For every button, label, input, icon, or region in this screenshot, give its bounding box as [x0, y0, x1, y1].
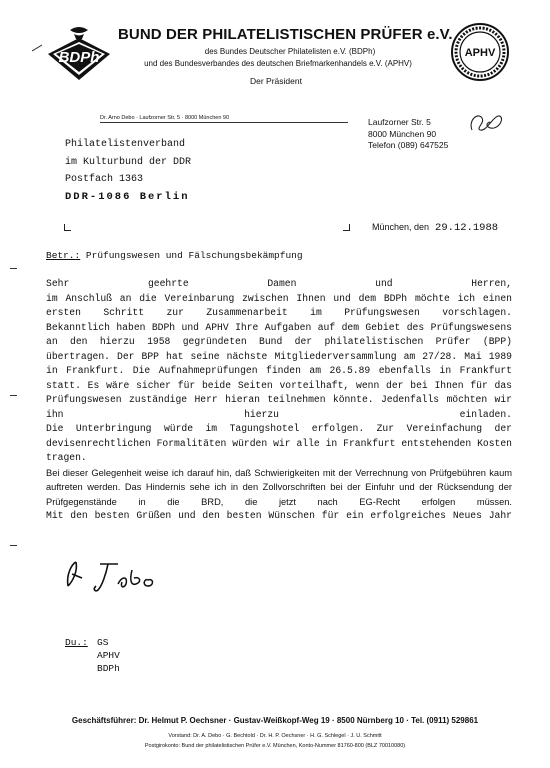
address-window-corner-left	[64, 224, 71, 231]
cc-item: APHV	[97, 650, 120, 661]
closing: Mit den besten Grüßen und den besten Wünschen für ein erfolgreiches Neues Jahr	[46, 510, 512, 521]
org-name: BUND DER PHILATELISTISCHEN PRÜFER e.V.	[118, 26, 453, 43]
bdph-logo-icon	[44, 24, 114, 84]
subject-label: Betr.:	[46, 250, 81, 261]
org-subline-1: des Bundes Deutscher Philatelisten e.V. (BDPh)	[204, 47, 376, 56]
body-paragraph-2: Bekanntlich haben BDPh und APHV Ihre Aufgaben auf dem Gebiet des Prüfungswesens an den hierzu 1958 gegründeten Bund der philatelistischen Prüfer (BPP) übertragen. Der BPP hat seine nächste Mitgliederversammlung am 27/28. Mai 1989 in Frankfurt. Die Aufnahmeprüfungen finden am 26.5.89 ebenfalls in Frankfurt statt. Es wäre sicher für beide Seiten vorteilhaft, wenn der bei Ihnen für das Prüfungswesen zuständige Herr hieran teilnehmen könnte. Jedenfalls möchten wir ihn hierzu einladen.	[46, 321, 512, 420]
date-label: München, den	[372, 222, 430, 232]
sender-address	[368, 117, 448, 152]
bdph-logo	[44, 24, 114, 84]
sender-phone: Telefon (089) 647525	[368, 140, 449, 150]
body-paragraph-1: im Anschluß an die Vereinbarung zwischen Ihnen und dem BDPh möchte ich einen ersten Schritt zur Zusammenarbeit im Prüfungswesen vorschlagen.	[46, 292, 512, 318]
recipient-address	[65, 136, 191, 206]
footer-board: Vorstand: Dr. A. Debo · G. Bechtold · Dr. H. P. Oechsner · H. G. Schlegel · J. U. Schmitt	[168, 733, 382, 739]
aphv-seal-icon	[450, 22, 510, 82]
salutation: Sehr geehrte Damen und Herren,	[46, 278, 512, 289]
recipient-line-2: im Kulturbund der DDR	[65, 156, 192, 168]
fold-mark-middle	[10, 395, 17, 396]
subject-text: Prüfungswesen und Fälschungsbekämpfung	[85, 250, 303, 261]
body-paragraph-4: Bei dieser Gelegenheit weise ich darauf hin, daß Schwierigkeiten mit der Verrechnung von Prüfgebühren kaum auftreten werden. Das Hindernis sehe ich in den Zollvorschriften bei der Einfuhr und der Rücksendung der Prüfgegenstände in die BRD, die jetzt nach EG-Recht erfolgen müssen.	[46, 467, 512, 507]
fold-mark-bottom	[10, 545, 17, 546]
president-title: Der Präsident	[250, 76, 302, 86]
seal-text: APHV	[464, 47, 496, 59]
cc-label: Du.:	[65, 637, 88, 648]
recipient-line-1: Philatelistenverband	[65, 139, 186, 150]
footer-managing-director: Geschäftsführer: Dr. Helmut P. Oechsner · Gustav-Weißkopf-Weg 19 · 8500 Nürnberg 10 · Tel. (0911) 529861	[71, 716, 479, 725]
cc-item: BDPh	[97, 663, 120, 674]
sender-street: Laufzorner Str. 5	[368, 117, 431, 127]
date-line	[372, 222, 498, 234]
handwritten-initial-icon	[466, 110, 506, 140]
corner-scribble-icon	[30, 38, 44, 57]
date-value: 29.12.1988	[435, 222, 499, 234]
return-address: Dr. Arno Debo · Laufzorner Str. 5 · 8000 München 90	[100, 115, 348, 123]
subject-line	[46, 250, 303, 261]
handwritten-signature	[62, 556, 182, 600]
recipient-line-3: Postfach 1363	[65, 174, 144, 185]
body-paragraph-3: Die Unterbringung würde im Tagungshotel erfolgen. Zur Vereinfachung der devisenrechtlichen Formalitäten würden wir alle in Frankfurt entstehenden Kosten tragen.	[46, 423, 512, 463]
letter-body	[46, 277, 512, 524]
footer-bank-account: Postgirokonto: Bund der philatelistischen Prüfer e.V. München, Konto-Nummer 81760-800 (BLZ 70010080)	[144, 743, 406, 749]
logo-text: BDPh	[58, 49, 100, 66]
cc-item: GS	[97, 637, 109, 648]
carbon-copy-list	[65, 636, 185, 676]
fold-mark-top	[10, 268, 17, 269]
aphv-seal	[450, 22, 510, 82]
recipient-line-4: DDR-1086 Berlin	[65, 190, 190, 203]
address-window-corner-right	[343, 224, 350, 231]
org-subline-2: und des Bundesverbandes des deutschen Briefmarkenhandels e.V. (APHV)	[144, 59, 412, 68]
sender-city: 8000 München 90	[368, 128, 437, 139]
